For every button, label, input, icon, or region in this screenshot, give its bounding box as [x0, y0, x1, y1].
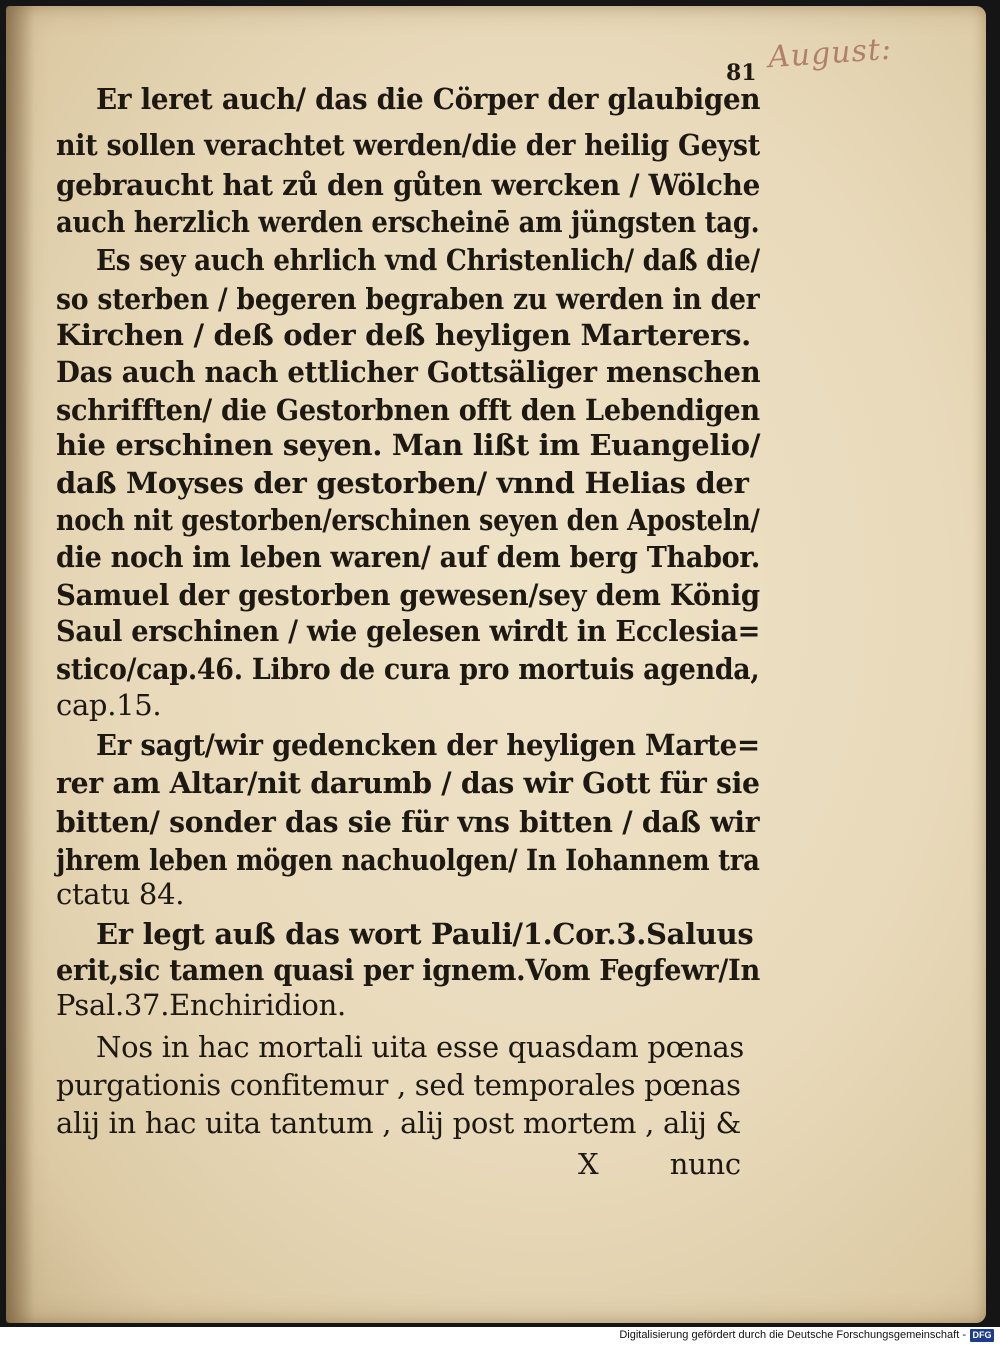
text-line: rer am Altar/nit darumb / das wir Gott für sie [56, 766, 760, 800]
page-number: 81 [726, 60, 757, 86]
text-line: alij in hac uita tantum , alij post mortem , alij & [56, 1106, 742, 1140]
text-line: Samuel der gestorben gewesen/sey dem König [56, 578, 760, 612]
text-line: Er sagt/wir gedencken der heyligen Marte= [96, 728, 760, 762]
text-line: die noch im leben waren/ auf dem berg Thabor. [56, 540, 760, 574]
text-line: jhrem leben mögen nachuolgen/ In Iohannem tra [56, 843, 760, 877]
text-line: stico/cap.46. Libro de cura pro mortuis agenda, [56, 652, 760, 686]
text-line: Er legt auß das wort Pauli/1.Cor.3.Saluus [96, 917, 754, 951]
text-line: ctatu 84. [56, 877, 185, 911]
text-line: Er leret auch/ das die Cörper der glaubigen [96, 82, 761, 116]
dfg-logo: DFG [970, 1329, 994, 1342]
text-line: Saul erschinen / wie gelesen wirdt in Ecclesia= [56, 614, 761, 648]
text-line: noch nit gestorben/erschinen seyen den Aposteln/ [56, 503, 760, 537]
handwritten-margin-note: August: [766, 31, 894, 76]
text-line: hie erschinen seyen. Man lißt im Euangelio/ [56, 428, 761, 462]
text-line: purgationis confitemur , sed temporales pœnas [56, 1068, 741, 1102]
text-line: cap.15. [56, 688, 162, 722]
text-line: so sterben / begeren begraben zu werden in der [56, 282, 760, 316]
text-line: Nos in hac mortali uita esse quasdam pœnas [96, 1030, 744, 1064]
catchword-line: X nunc [578, 1147, 741, 1181]
funding-notice: Digitalisierung gefördert durch die Deutsche Forschungsgemeinschaft - [619, 1329, 966, 1341]
text-line: erit,sic tamen quasi per ignem.Vom Fegfewr/In [56, 953, 761, 987]
text-line: gebraucht hat zů den gůten wercken / Wölche [56, 168, 760, 202]
text-line: auch herzlich werden erscheinē am jüngsten tag. [56, 205, 760, 239]
text-line: schrifften/ die Gestorbnen offt den Lebendigen [56, 393, 760, 427]
text-line: Es sey auch ehrlich vnd Christenlich/ daß die/ [96, 243, 760, 277]
text-line: daß Moyses der gestorben/ vnnd Helias der [56, 466, 749, 500]
text-line: Kirchen / deß oder deß heyligen Marterers. [56, 318, 751, 352]
text-line: nit sollen verachtet werden/die der heilig Geyst [56, 128, 760, 162]
text-line: Das auch nach ettlicher Gottsäliger menschen [56, 355, 761, 389]
footer-bar [0, 1327, 1000, 1345]
text-line: bitten/ sonder das sie für vns bitten / daß wir [56, 805, 760, 839]
text-line: Psal.37.Enchiridion. [56, 988, 346, 1022]
